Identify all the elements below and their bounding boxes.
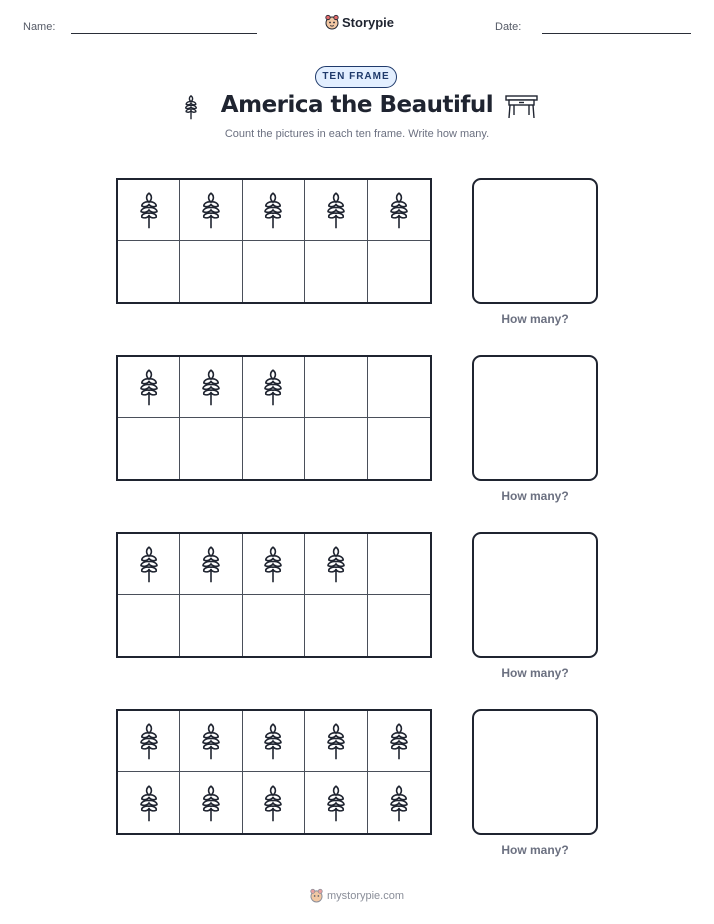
ten-frame-cell	[180, 357, 242, 418]
answer-box-3[interactable]	[472, 532, 598, 658]
instructions: Count the pictures in each ten frame. Write how many.	[224, 128, 490, 140]
wheat-icon	[261, 782, 285, 824]
ten-frame-cell	[305, 180, 367, 241]
wheat-icon	[199, 366, 223, 408]
ten-frame-cell	[243, 711, 305, 772]
ten-frame-cell	[368, 534, 430, 595]
wheat-icon	[261, 189, 285, 231]
ten-frame-cell	[305, 357, 367, 418]
ten-frame-cell	[243, 180, 305, 241]
ten-frame-cell	[368, 772, 430, 833]
ten-frame-cell	[243, 595, 305, 656]
ten-frame-cell	[180, 595, 242, 656]
storypie-mascot-icon	[325, 14, 339, 30]
ten-frame-cell	[305, 711, 367, 772]
ten-frame-cell	[368, 711, 430, 772]
ten-frame-cell	[118, 418, 180, 479]
ten-frame-cell	[305, 241, 367, 302]
ten-frame-cell	[305, 418, 367, 479]
ten-frame-3	[116, 532, 432, 658]
ten-frame-cell	[118, 595, 180, 656]
wheat-icon	[387, 189, 411, 231]
wheat-icon	[137, 189, 161, 231]
wheat-icon	[137, 366, 161, 408]
ten-frame-cell	[118, 711, 180, 772]
ten-frame-cell	[305, 534, 367, 595]
wheat-icon	[137, 720, 161, 762]
ten-frame-cell	[368, 357, 430, 418]
wheat-icon	[324, 189, 348, 231]
ten-frame-cell	[305, 772, 367, 833]
wheat-icon	[261, 543, 285, 585]
ten-frame-cell	[180, 711, 242, 772]
ten-frame-cell	[118, 534, 180, 595]
wheat-icon	[324, 543, 348, 585]
ten-frame-cell	[368, 180, 430, 241]
ten-frame-cell	[368, 418, 430, 479]
ten-frame-2	[116, 355, 432, 481]
how-many-label-3: How many?	[501, 666, 569, 680]
wheat-icon	[199, 720, 223, 762]
answer-box-1[interactable]	[472, 178, 598, 304]
ten-frame-cell	[243, 534, 305, 595]
wheat-icon	[199, 543, 223, 585]
ten-frame-cell	[180, 418, 242, 479]
wheat-icon	[324, 720, 348, 762]
ten-frame-cell	[243, 357, 305, 418]
ten-frame-cell	[368, 595, 430, 656]
ten-frame-cell	[180, 534, 242, 595]
wheat-icon	[387, 782, 411, 824]
how-many-label-4: How many?	[501, 843, 569, 857]
footer	[0, 888, 714, 903]
wheat-icon	[261, 366, 285, 408]
ten-frame-cell	[118, 180, 180, 241]
wheat-icon	[387, 720, 411, 762]
how-many-label-1: How many?	[501, 312, 569, 326]
brand-logo	[325, 14, 394, 30]
ten-frame-cell	[305, 595, 367, 656]
date-label: Date:	[495, 21, 522, 33]
wheat-icon	[324, 782, 348, 824]
ten-frame-4	[116, 709, 432, 835]
ten-frame-cell	[118, 241, 180, 302]
wheat-icon	[261, 720, 285, 762]
ten-frame-cell	[180, 772, 242, 833]
answer-box-4[interactable]	[472, 709, 598, 835]
ten-frame-cell	[243, 418, 305, 479]
wheat-icon	[137, 543, 161, 585]
ten-frame-cell	[180, 180, 242, 241]
ten-frame-cell	[180, 241, 242, 302]
wheat-icon	[199, 782, 223, 824]
ten-frame-cell	[118, 357, 180, 418]
how-many-label-2: How many?	[501, 489, 569, 503]
page-title: America the Beautiful	[220, 92, 494, 118]
ten-frame-badge: TEN FRAME	[315, 66, 397, 88]
answer-box-2[interactable]	[472, 355, 598, 481]
ten-frame-cell	[243, 772, 305, 833]
storypie-mascot-icon	[310, 888, 323, 903]
brand-name: Storypie	[342, 14, 395, 30]
wheat-icon	[137, 782, 161, 824]
table-icon	[505, 95, 538, 119]
title-row	[0, 92, 714, 124]
wheat-icon	[199, 189, 223, 231]
ten-frame-1	[116, 178, 432, 304]
name-line[interactable]	[71, 33, 257, 34]
ten-frame-cell	[243, 241, 305, 302]
name-label: Name:	[23, 21, 56, 33]
ten-frame-cell	[368, 241, 430, 302]
date-line[interactable]	[542, 33, 691, 34]
footer-url: mystorypie.com	[326, 889, 405, 902]
ten-frame-cell	[118, 772, 180, 833]
